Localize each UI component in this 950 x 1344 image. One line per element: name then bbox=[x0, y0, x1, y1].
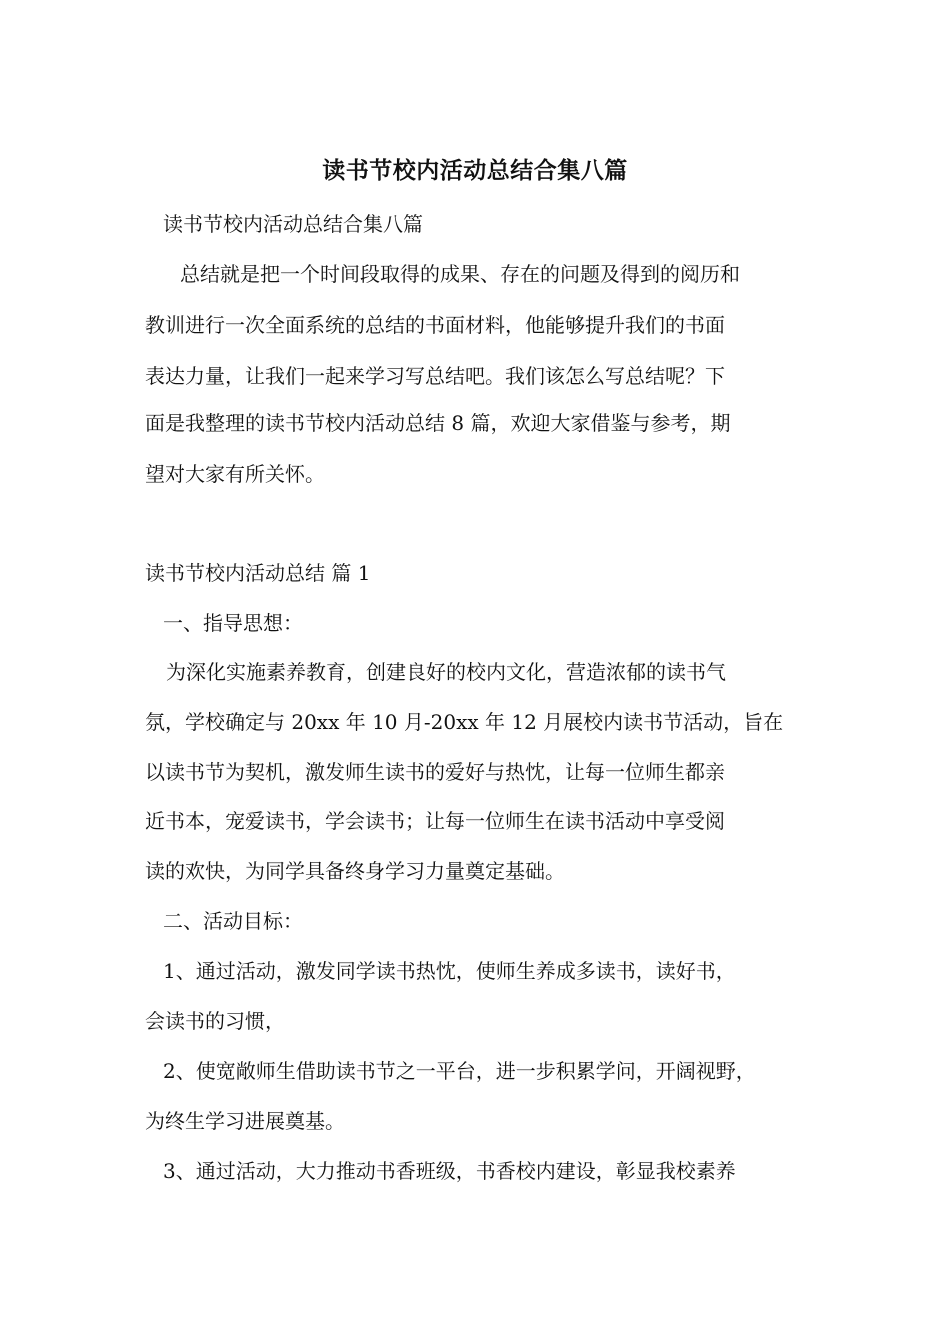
intro-line-5: 望对大家有所关怀。 bbox=[145, 462, 325, 486]
intro-line-3: 表达力量，让我们一起来学习写总结吧。我们该怎么写总结呢？下 bbox=[145, 364, 725, 388]
guide-line-5: 读的欢快，为同学具备终身学习力量奠定基础。 bbox=[145, 859, 565, 883]
intro-line-1: 总结就是把一个时间段取得的成果、存在的问题及得到的阅历和 bbox=[180, 262, 740, 286]
guide-heading: 一、指导思想： bbox=[163, 611, 303, 635]
document-title: 读书节校内活动总结合集八篇 bbox=[322, 157, 628, 184]
document-subtitle: 读书节校内活动总结合集八篇 bbox=[163, 212, 423, 236]
goal-heading: 二、活动目标： bbox=[163, 909, 303, 933]
goal-line-3: 2、使宽敞师生借助读书节之一平台，进一步积累学问，开阔视野， bbox=[163, 1059, 756, 1083]
guide-line-2: 氛，学校确定与 20xx 年 10 月-20xx 年 12 月展校内读书节活动，旨在 bbox=[145, 710, 784, 734]
goal-line-2: 会读书的习惯， bbox=[145, 1009, 285, 1033]
guide-line-4: 近书本，宠爱读书，学会读书；让每一位师生在读书活动中享受阅 bbox=[145, 809, 725, 833]
goal-line-5: 3、通过活动，大力推动书香班级，书香校内建设，彰显我校素养 bbox=[163, 1159, 736, 1183]
goal-line-4: 为终生学习进展奠基。 bbox=[145, 1109, 345, 1133]
guide-line-1: 为深化实施素养教育，创建良好的校内文化，营造浓郁的读书气 bbox=[166, 660, 726, 684]
intro-line-2: 教训进行一次全面系统的总结的书面材料，他能够提升我们的书面 bbox=[145, 313, 725, 337]
intro-line-4: 面是我整理的读书节校内活动总结 8 篇，欢迎大家借鉴与参考，期 bbox=[145, 411, 731, 435]
goal-line-1: 1、通过活动，激发同学读书热忱，使师生养成多读书，读好书， bbox=[163, 959, 736, 983]
section-heading: 读书节校内活动总结 篇 1 bbox=[145, 561, 371, 585]
guide-line-3: 以读书节为契机，激发师生读书的爱好与热忱，让每一位师生都亲 bbox=[145, 760, 725, 784]
